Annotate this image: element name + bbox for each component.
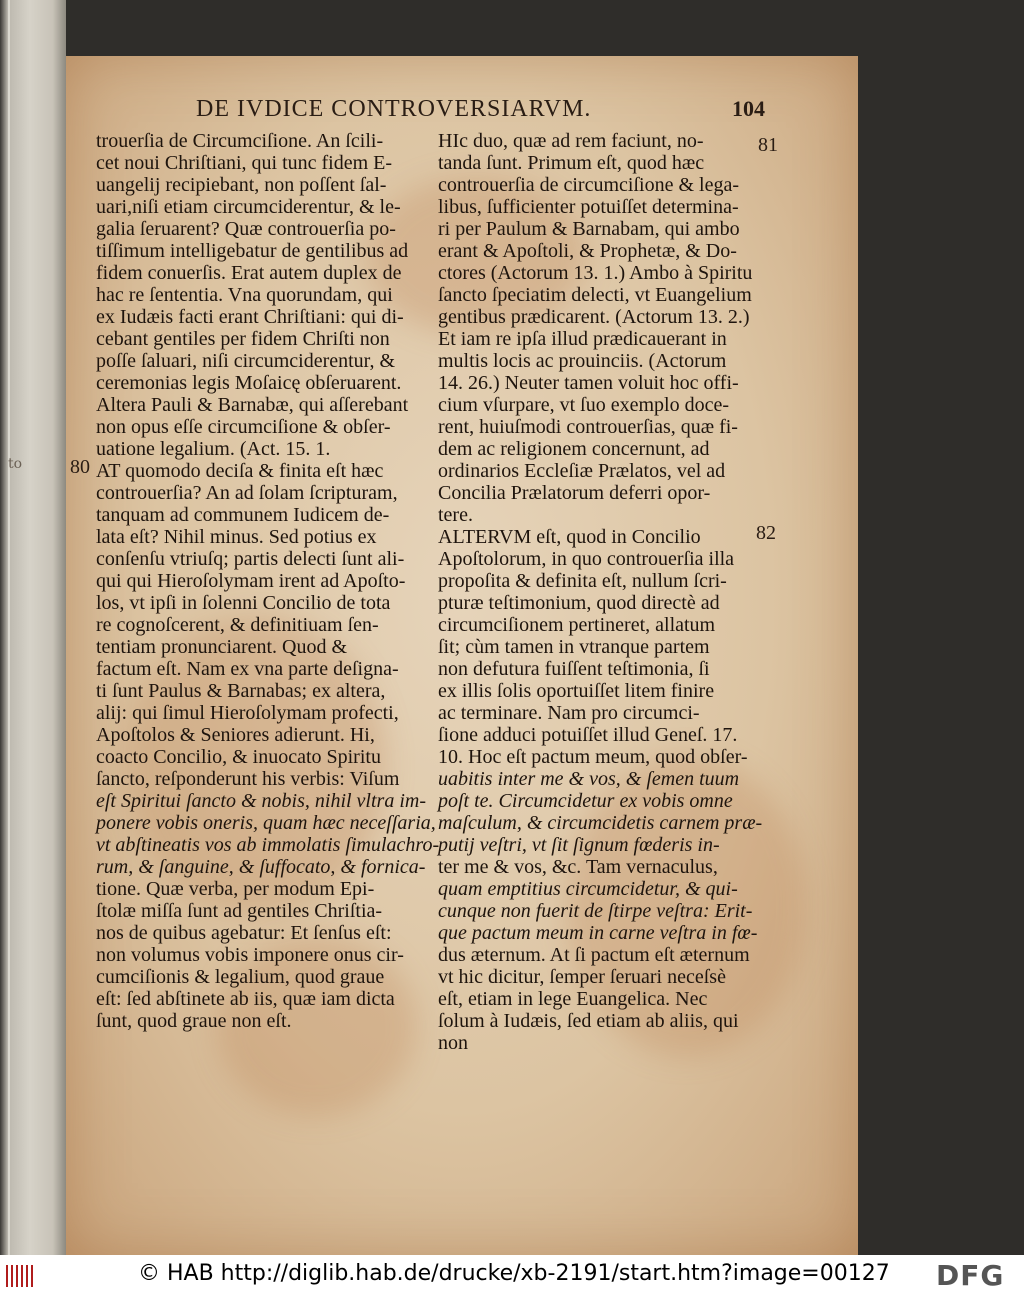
- left-margin-fragment: to: [8, 456, 23, 472]
- text-line: vt hic dicitur, ſemper ſeruari neceſsè: [438, 966, 726, 988]
- right-text-column: [438, 130, 778, 1054]
- text-line: ceremonias legis Moſaicę obſeruarent.: [96, 372, 402, 394]
- text-line: uari,niſi etiam circumciderentur, & le-: [96, 196, 401, 218]
- book-page: [66, 56, 858, 1255]
- running-header: DE IVDICE CONTROVERSIARVM.: [196, 96, 592, 122]
- text-line: Apoſtolorum, in quo controuerſia illa: [438, 548, 735, 570]
- text-line: lata eſt? Nihil minus. Sed potius ex: [96, 526, 377, 548]
- text-line: dus æternum. At ſi pactum eſt æternum: [438, 944, 750, 966]
- text-line: ſit; cùm tamen in vtranque partem: [438, 636, 710, 658]
- text-line: 14. 26.) Neuter tamen voluit hoc offi-: [438, 372, 739, 394]
- text-line: ſtolæ miſſa ſunt ad gentiles Chriſtia-: [96, 900, 383, 922]
- text-line: re cognoſcerent, & definitiuam ſen-: [96, 614, 379, 636]
- text-line: ordinarios Eccleſiæ Prælatos, vel ad: [438, 460, 726, 482]
- text-line: tanda ſunt. Primum eſt, quod hæc: [438, 152, 705, 174]
- text-line: cebant gentiles per fidem Chriſti non: [96, 328, 390, 350]
- text-line: rum, & ſanguine, & ſuffocato, & fornica-: [96, 856, 426, 878]
- text-line: ponere vobis oneris, quam hæc neceſſaria,: [96, 812, 436, 834]
- text-line: gentibus prædicarent. (Actorum 13. 2.): [438, 306, 750, 328]
- text-line: eſt: ſed abſtinete ab iis, quæ iam dicta: [96, 988, 395, 1010]
- left-text-column: [96, 130, 440, 1032]
- text-line: cium vſurpare, vt ſuo exemplo doce-: [438, 394, 730, 416]
- text-line: HIc duo, quæ ad rem faciunt, no-: [438, 130, 704, 152]
- text-line: libus, ſufficienter potuiſſet determina-: [438, 196, 739, 218]
- text-line: Altera Pauli & Barnabæ, qui aſſerebant: [96, 394, 409, 416]
- text-line: vt abſtineatis vos ab immolatis ſimulachro-: [96, 834, 440, 856]
- text-line: eſt Spiritui ſancto & nobis, nihil vltra im-: [96, 790, 426, 812]
- text-line: ter me & vos, &c. Tam vernaculus,: [438, 856, 718, 878]
- text-line: fidem conuerſis. Erat autem duplex de: [96, 262, 402, 284]
- text-line: alij: qui ſimul Hieroſolymam profecti,: [96, 702, 399, 724]
- text-line: 10. Hoc eſt pactum meum, quod obſer-: [438, 746, 748, 768]
- text-line: rent, huiuſmodi controuerſias, quæ fi-: [438, 416, 738, 438]
- text-line: AT quomodo deciſa & finita eſt hæc: [96, 460, 384, 482]
- text-line: ALTERVM eſt, quod in Concilio: [438, 526, 701, 548]
- copyright-link[interactable]: © HAB http://diglib.hab.de/drucke/xb-2191/start.htm?image=00127: [138, 1261, 890, 1286]
- text-line: ſancto, reſponderunt his verbis: Viſum: [96, 768, 400, 790]
- text-line: ſione adduci potuiſſet illud Geneſ. 17.: [438, 724, 738, 746]
- text-line: ac terminare. Nam pro circumci-: [438, 702, 700, 724]
- text-line: ti ſunt Paulus & Barnabas; ex altera,: [96, 680, 386, 702]
- text-line: que pactum meum in carne veſtra in fœ-: [438, 922, 758, 944]
- dfg-logo: DFG: [936, 1259, 1005, 1292]
- text-line: cunque non fuerit de ſtirpe veſtra: Erit-: [438, 900, 753, 922]
- text-line: galia ſeruarent? Quæ controuerſia po-: [96, 218, 396, 240]
- text-line: factum eſt. Nam ex vna parte deſigna-: [96, 658, 399, 680]
- text-line: los, vt ipſi in ſolenni Concilio de tota: [96, 592, 391, 614]
- margin-number-80: 80: [70, 456, 90, 478]
- text-line: putij veſtri, vt ſit ſignum fœderis in-: [438, 834, 720, 856]
- text-line: eſt, etiam in lege Euangelica. Nec: [438, 988, 708, 1010]
- text-line: trouerſia de Circumciſione. An ſcili-: [96, 130, 384, 152]
- text-line: controuerſia? An ad ſolam ſcripturam,: [96, 482, 398, 504]
- text-line: nos de quibus agebatur: Et ſenſus eſt:: [96, 922, 392, 944]
- text-line: poſſe ſaluari, niſi circumciderentur, &: [96, 350, 396, 372]
- text-line: Concilia Prælatorum deferri opor-: [438, 482, 711, 504]
- text-line: non defutura fuiſſent teſtimonia, ſi: [438, 658, 710, 680]
- text-line: non opus eſſe circumciſione & obſer-: [96, 416, 391, 438]
- text-line: tere.: [438, 504, 473, 526]
- text-line: hac re ſententia. Vna quorundam, qui: [96, 284, 393, 306]
- text-line: conſenſu vtriuſq; partis delecti ſunt ali-: [96, 548, 405, 570]
- text-line: pturæ teſtimonium, quod directè ad: [438, 592, 720, 614]
- text-line: poſt te. Circumcidetur ex vobis omne: [438, 790, 733, 812]
- text-line: tentiam pronunciarent. Quod &: [96, 636, 348, 658]
- text-line: qui qui Hieroſolymam irent ad Apoſto-: [96, 570, 406, 592]
- text-line: controuerſia de circumciſione & lega-: [438, 174, 739, 196]
- text-line: ſancto ſpeciatim delecti, vt Euangelium: [438, 284, 752, 306]
- text-line: maſculum, & circumcidetis carnem præ-: [438, 812, 763, 834]
- margin-number-81: 81: [758, 134, 778, 156]
- text-line: cumciſionis & legalium, quod graue: [96, 966, 385, 988]
- text-line: dem ac religionem concernunt, ad: [438, 438, 710, 460]
- text-line: tiſſimum intelligebatur de gentilibus ad: [96, 240, 409, 262]
- text-line: non volumus vobis imponere onus cir-: [96, 944, 404, 966]
- text-line: multis locis ac prouinciis. (Actorum: [438, 350, 727, 372]
- text-line: tanquam ad communem Iudicem de-: [96, 504, 390, 526]
- text-line: cet noui Chriſtiani, qui tunc fidem E-: [96, 152, 393, 174]
- text-line: erant & Apoſtoli, & Prophetæ, & Do-: [438, 240, 737, 262]
- text-line: uatione legalium. (Act. 15. 1.: [96, 438, 331, 460]
- text-line: uangelij recipiebant, non poſſent ſal-: [96, 174, 387, 196]
- page-number: 104: [732, 96, 765, 121]
- text-line: non: [438, 1032, 468, 1054]
- text-line: ctores (Actorum 13. 1.) Ambo à Spiritu: [438, 262, 753, 284]
- text-line: quam emptitius circumcidetur, & qui-: [438, 878, 738, 900]
- text-line: ex illis ſolis oportuiſſet litem finire: [438, 680, 715, 702]
- text-line: uabitis inter me & vos, & ſemen tuum: [438, 768, 740, 790]
- text-line: propoſita & definita eſt, nullum ſcri-: [438, 570, 727, 592]
- footer-bar: [0, 1255, 1024, 1295]
- left-page-edge: [0, 0, 66, 1255]
- margin-number-82: 82: [756, 522, 776, 544]
- text-line: circumciſionem pertineret, allatum: [438, 614, 716, 636]
- text-line: ex Iudæis facti erant Chriſtiani: qui di-: [96, 306, 404, 328]
- hab-logo-icon: [6, 1265, 36, 1287]
- text-line: Et iam re ipſa illud prædicauerant in: [438, 328, 727, 350]
- text-line: ri per Paulum & Barnabam, qui ambo: [438, 218, 740, 240]
- text-line: ſolum à Iudæis, ſed etiam ab aliis, qui: [438, 1010, 739, 1032]
- text-line: tione. Quæ verba, per modum Epi-: [96, 878, 375, 900]
- text-line: ſunt, quod graue non eſt.: [96, 1010, 292, 1032]
- text-line: Apoſtolos & Seniores adierunt. Hi,: [96, 724, 375, 746]
- text-line: coacto Concilio, & inuocato Spiritu: [96, 746, 381, 768]
